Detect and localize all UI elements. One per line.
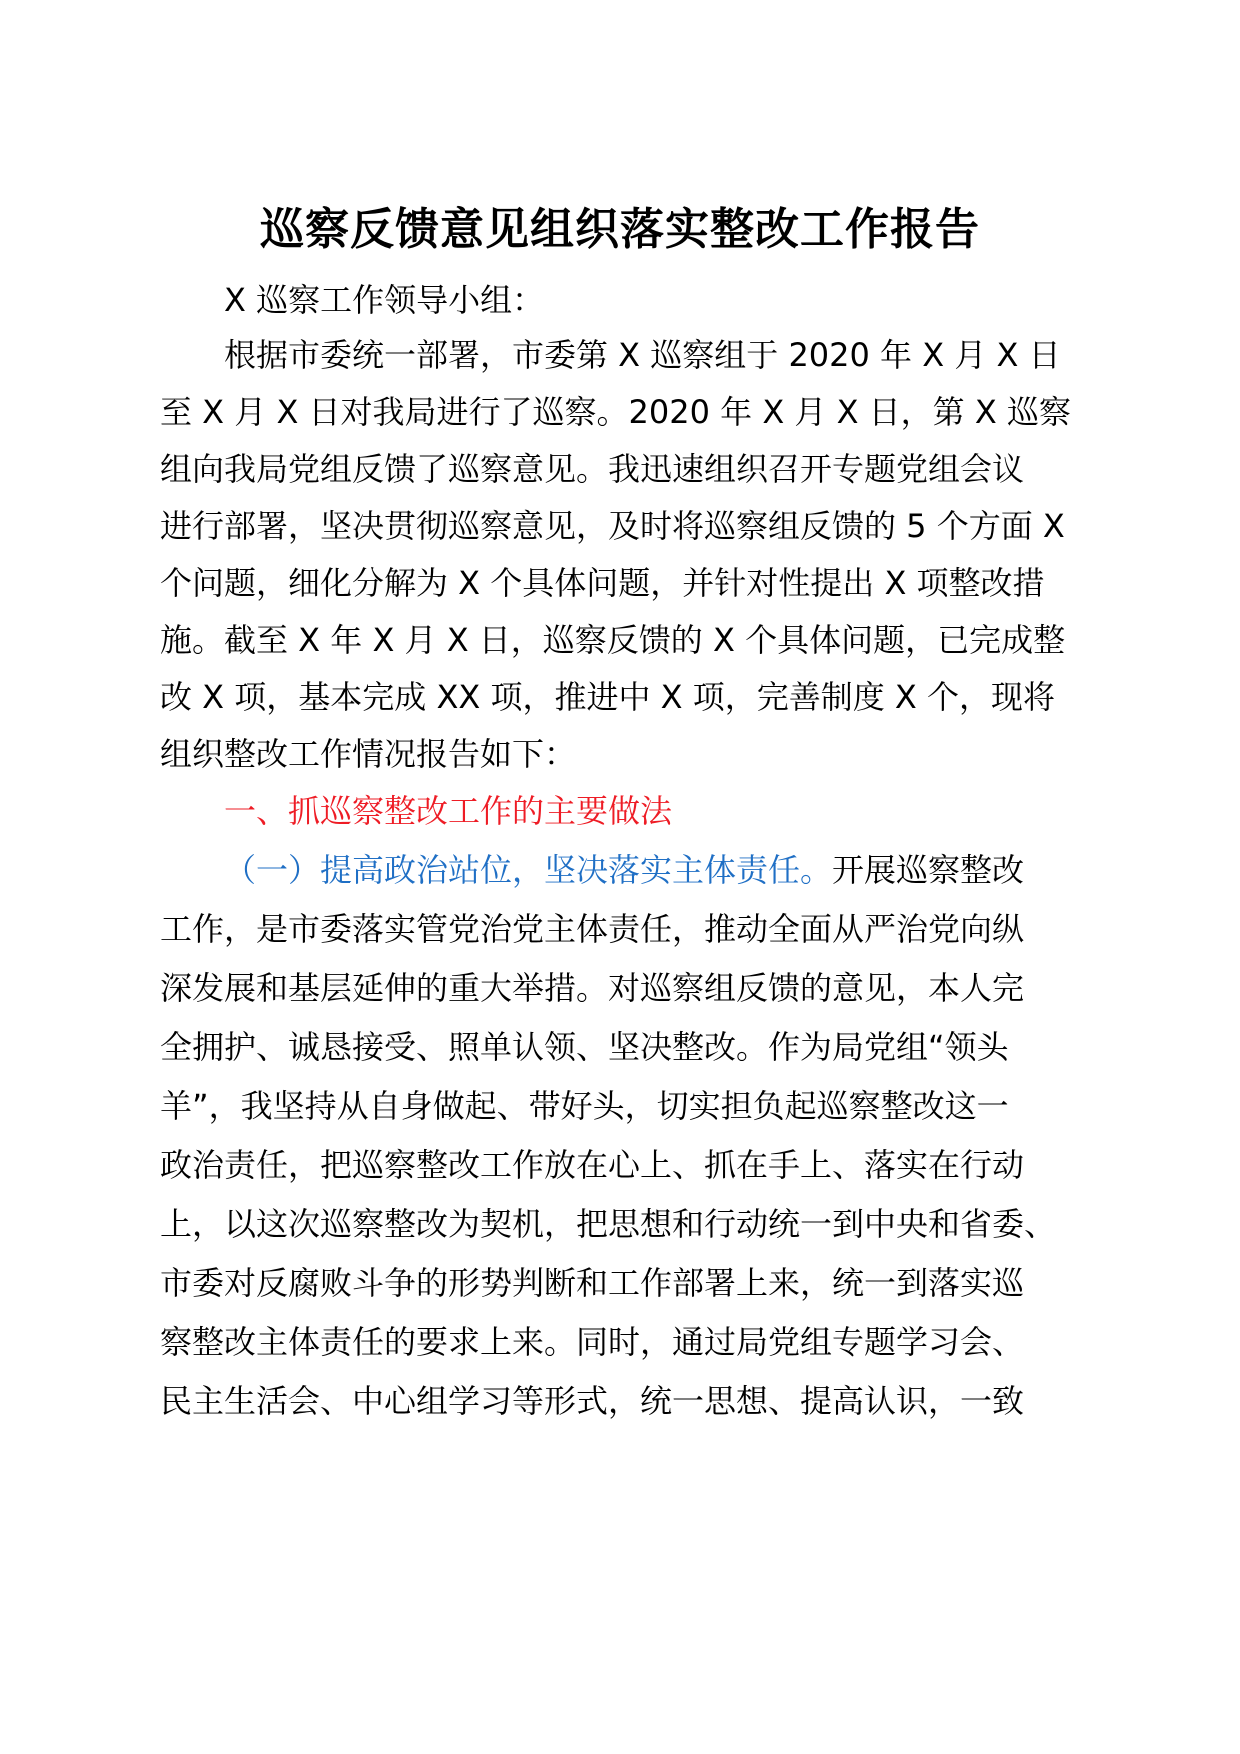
paragraph-line: 组织整改工作情况报告如下： [160,735,577,773]
paragraph-line: 改 X 项，基本完成 XX 项，推进中 X 项，完善制度 X 个，现将 [160,678,1055,716]
paragraph-line: 工作，是市委落实管党治党主体责任，推动全面从严治党向纵 [160,910,1025,948]
document-title: 巡察反馈意见组织落实整改工作报告 [260,204,980,255]
paragraph-line: 政治责任，把巡察整改工作放在心上、抓在手上、落实在行动 [160,1146,1025,1184]
paragraph-line: 至 X 月 X 日对我局进行了巡察。2020 年 X 月 X 日，第 X 巡察 [160,393,1071,431]
salutation: X 巡察工作领导小组： [224,281,545,319]
subsection-paragraph-first-line [224,838,1120,902]
paragraph-line: 上，以这次巡察整改为契机，把思想和行动统一到中央和省委、 [160,1205,1057,1243]
paragraph-line: 市委对反腐败斗争的形势判断和工作部署上来，统一到落实巡 [160,1264,1025,1302]
paragraph-line: 全拥护、诚恳接受、照单认领、坚决整改。作为局党组“领头 [160,1028,1009,1066]
paragraph-line: 羊”，我坚持从自身做起、带好头，切实担负起巡察整改这一 [160,1087,1009,1125]
paragraph-line: 察整改主体责任的要求上来。同时，通过局党组专题学习会、 [160,1323,1025,1361]
section-heading: 一、抓巡察整改工作的主要做法 [224,792,673,830]
paragraph-line-rest: 开展巡察整改 [832,851,1025,889]
paragraph-line: 深发展和基层延伸的重大举措。对巡察组反馈的意见，本人完 [160,969,1025,1007]
paragraph-line: 个问题，细化分解为 X 个具体问题，并针对性提出 X 项整改措 [160,564,1045,602]
paragraph-line: 施。截至 X 年 X 月 X 日，巡察反馈的 X 个具体问题，已完成整 [160,621,1066,659]
subsection-heading: （一）提高政治站位，坚决落实主体责任。 [224,851,833,889]
paragraph-line: 进行部署，坚决贯彻巡察意见，及时将巡察组反馈的 5 个方面 X [160,507,1065,545]
paragraph-line: 民主生活会、中心组学习等形式，统一思想、提高认识，一致 [160,1382,1025,1420]
paragraph-line: 根据市委统一部署，市委第 X 巡察组于 2020 年 X 月 X 日 [224,336,1061,374]
paragraph-line: 组向我局党组反馈了巡察意见。我迅速组织召开专题党组会议 [160,450,1025,488]
